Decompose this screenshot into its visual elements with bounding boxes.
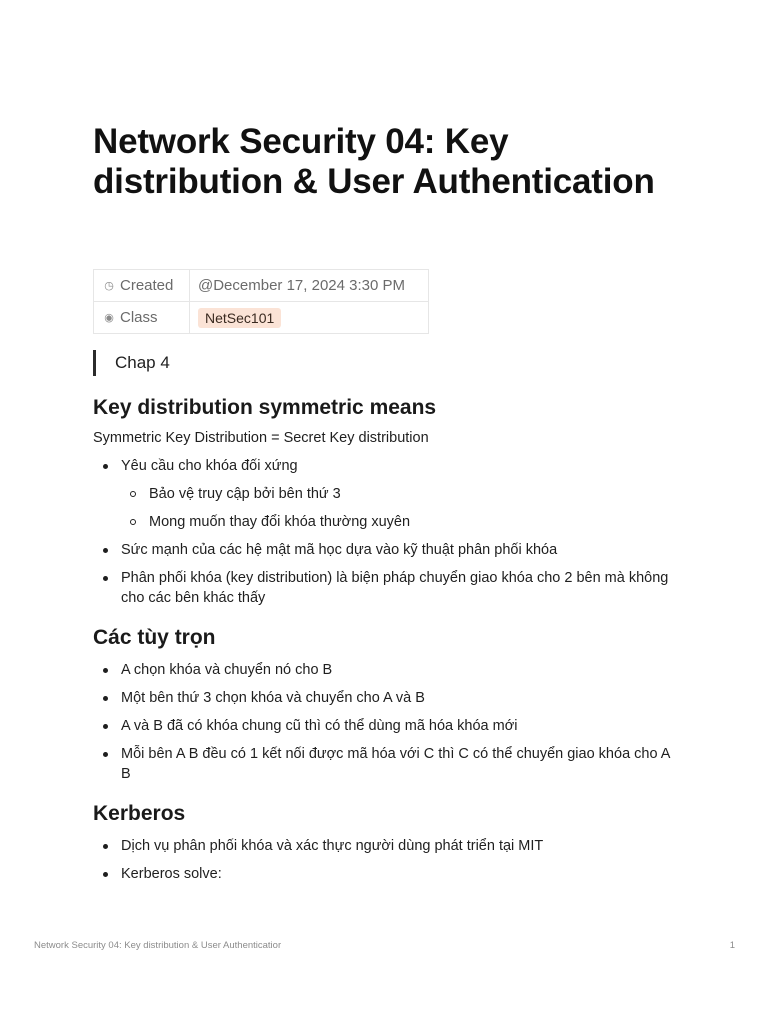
list-item-sub: Bảo vệ truy cập bởi bên thứ 3 [93,484,683,504]
list-kerberos [93,836,683,884]
circle-chevron-icon: ◉ [104,312,114,324]
class-tag[interactable]: NetSec101 [198,308,281,328]
list-item: Một bên thứ 3 chọn khóa và chuyển cho A và B [93,688,683,708]
heading-options: Các tùy trọn [93,626,216,649]
heading-symmetric: Key distribution symmetric means [93,396,437,419]
heading-kerberos: Kerberos [93,802,186,825]
property-value-created[interactable]: @December 17, 2024 3:30 PM [190,270,429,302]
property-key-created [94,270,190,302]
property-label-class: Class [120,309,158,326]
properties-table [93,269,429,334]
list-options [93,660,683,784]
list-item: Mỗi bên A B đều có 1 kết nối được mã hóa với C thì C có thể chuyển giao khóa cho A B [93,744,683,784]
paragraph-symmetric-intro: Symmetric Key Distribution = Secret Key distribution [93,430,429,446]
property-row-class [94,302,429,334]
list-item: A chọn khóa và chuyển nó cho B [93,660,683,680]
quote-block: Chap 4 [93,350,170,376]
property-row-created [94,270,429,302]
list-symmetric [93,456,683,608]
list-item: Kerberos solve: [93,864,683,884]
list-item: Phân phối khóa (key distribution) là biện pháp chuyển giao khóa cho 2 bên mà không cho các bên khác thấy [93,568,683,608]
list-item: Dịch vụ phân phối khóa và xác thực người dùng phát triển tại MIT [93,836,683,856]
clock-icon: ◷ [104,280,114,292]
footer-title: Network Security 04: Key distribution & User Authenticatior [34,940,282,951]
property-label-created: Created [120,277,174,294]
list-item: Sức mạnh của các hệ mật mã học dựa vào kỹ thuật phân phối khóa [93,540,683,560]
list-item: Yêu cầu cho khóa đối xứng [93,456,683,476]
property-value-class[interactable] [190,302,429,334]
property-key-class [94,302,190,334]
page-number: 1 [729,940,735,951]
page-content [93,394,683,884]
list-item-sub: Mong muốn thay đổi khóa thường xuyên [93,512,683,532]
page-title: Network Security 04: Key distribution & User Authentication [93,122,655,201]
list-item: A và B đã có khóa chung cũ thì có thể dùng mã hóa khóa mới [93,716,683,736]
